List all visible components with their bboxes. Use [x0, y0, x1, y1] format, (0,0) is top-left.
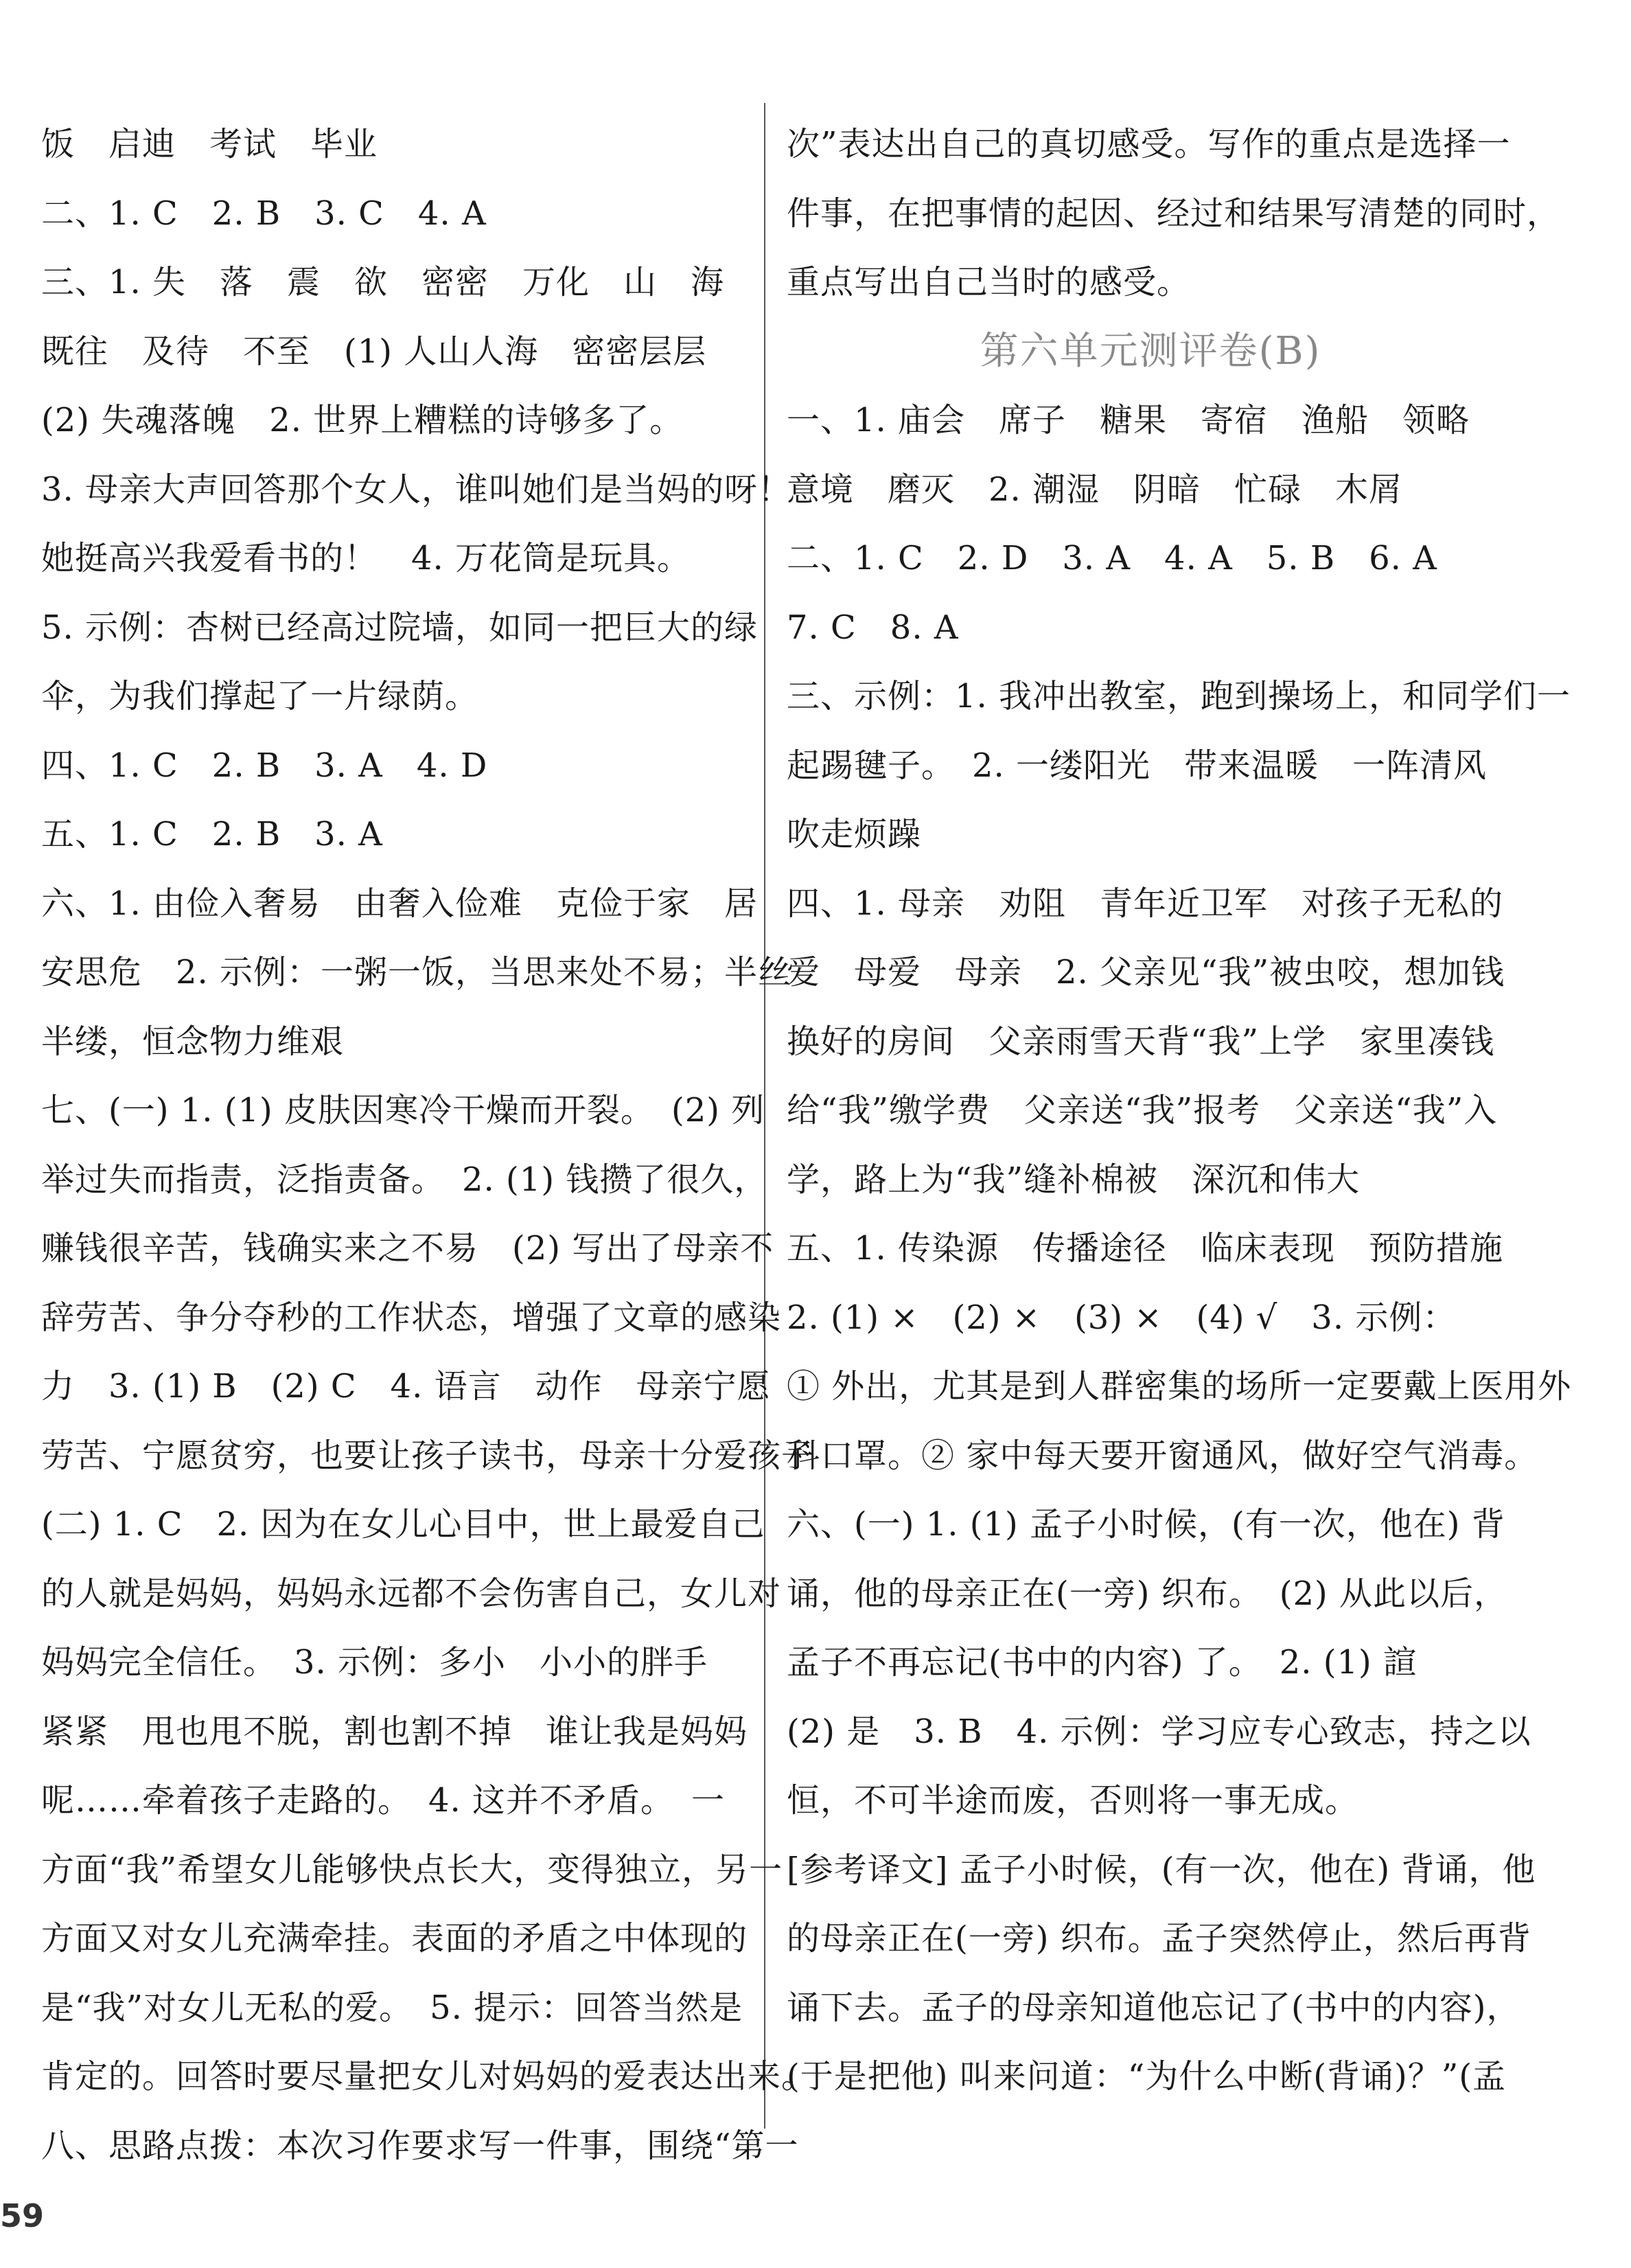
text-line: 孟子不再忘记(书中的内容) 了。 2. (1) 諠: [787, 1643, 1418, 1682]
text-line: 换好的房间 父亲雨雪天背“我”上学 家里凑钱: [787, 1022, 1495, 1061]
text-line: 举过失而指责，泛指责备。 2. (1) 钱攒了很久，: [41, 1160, 768, 1199]
text-line: 件事，在把事情的起因、经过和结果写清楚的同时，: [787, 194, 1561, 233]
text-line: 2. (1) × (2) × (3) × (4) √ 3. 示例：: [787, 1298, 1457, 1337]
text-line: 肯定的。回答时要尽量把女儿对妈妈的爱表达出来。: [41, 2057, 816, 2096]
text-line: 伞，为我们撑起了一片绿荫。: [41, 677, 479, 715]
text-line: 六、1. 由俭入奢易 由奢入俭难 克俭于家 居: [41, 884, 759, 923]
text-line: 3. 母亲大声回答那个女人，谁叫她们是当妈的呀！: [41, 470, 792, 509]
text-line: 的母亲正在(一旁) 织布。孟子突然停止，然后再背: [787, 1919, 1531, 1958]
text-line: (2) 失魂落魄 2. 世界上糟糕的诗够多了。: [41, 401, 684, 439]
text-line: 力 3. (1) B (2) C 4. 语言 动作 母亲宁愿: [41, 1367, 771, 1406]
text-line: 五、1. 传染源 传播途径 临床表现 预防措施: [787, 1229, 1504, 1268]
text-line: 饭 启迪 考试 毕业: [41, 125, 378, 163]
text-line: 恒，不可半途而废，否则将一事无成。: [787, 1781, 1359, 1820]
text-line: 起踢毽子。 2. 一缕阳光 带来温暖 一阵清风: [787, 746, 1488, 785]
text-line: 四、1. C 2. B 3. A 4. D: [41, 746, 488, 785]
text-line: 她挺高兴我爱看书的！ 4. 万花筒是玩具。: [41, 539, 691, 577]
text-line: ① 外出，尤其是到人群密集的场所一定要戴上医用外: [787, 1367, 1572, 1406]
text-line: 诵下去。孟子的母亲知道他忘记了(书中的内容)，: [787, 1988, 1520, 2027]
text-line: 一、1. 庙会 席子 糖果 寄宿 渔船 领略: [787, 401, 1470, 439]
text-line: 七、(一) 1. (1) 皮肤因寒冷干燥而开裂。 (2) 列: [41, 1091, 765, 1130]
text-line: 是“我”对女儿无私的爱。 5. 提示：回答当然是: [41, 1988, 743, 2027]
text-line: 次”表达出自己的真切感受。写作的重点是选择一: [787, 125, 1511, 163]
text-line: 科口罩。② 家中每天要开窗通风，做好空气消毒。: [787, 1436, 1538, 1475]
text-line: 意境 磨灭 2. 潮湿 阴暗 忙碌 木屑: [787, 470, 1403, 509]
text-line: 爱 母爱 母亲 2. 父亲见“我”被虫咬，想加钱: [787, 953, 1505, 992]
text-line: 诵，他的母亲正在(一旁) 织布。 (2) 从此以后，: [787, 1574, 1507, 1613]
text-line: 7. C 8. A: [787, 608, 959, 647]
text-line: 三、1. 失 落 震 欲 密密 万化 山 海: [41, 263, 725, 301]
text-line: (2) 是 3. B 4. 示例：学习应专心致志，持之以: [787, 1712, 1531, 1751]
text-line: 重点写出自己当时的感受。: [787, 263, 1191, 301]
text-line: 五、1. C 2. B 3. A: [41, 815, 383, 854]
text-line: (于是把他) 叫来问道：“为什么中断(背诵)？”(孟: [787, 2057, 1506, 2096]
text-line: 赚钱很辛苦，钱确实来之不易 (2) 写出了母亲不: [41, 1229, 774, 1268]
text-line: [参考译文] 孟子小时候，(有一次，他在) 背诵，他: [787, 1850, 1536, 1889]
left-column: [41, 110, 816, 2180]
text-line: 方面又对女儿充满牵挂。表面的矛盾之中体现的: [41, 1919, 748, 1958]
text-line: 的人就是妈妈，妈妈永远都不会伤害自己，女儿对: [41, 1574, 782, 1613]
text-line: 妈妈完全信任。 3. 示例：多小 小小的胖手: [41, 1643, 708, 1682]
page-number: 59: [0, 2197, 45, 2234]
text-line: 方面“我”希望女儿能够快点长大，变得独立，另一: [41, 1850, 783, 1889]
text-line: 5. 示例：杏树已经高过院墙，如同一把巨大的绿: [41, 608, 759, 647]
text-line: 紧紧 甩也甩不脱，割也割不掉 谁让我是妈妈: [41, 1712, 748, 1751]
text-line: 既往 及待 不至 (1) 人山人海 密密层层: [41, 332, 707, 371]
text-line: 三、示例：1. 我冲出教室，跑到操场上，和同学们一: [787, 677, 1571, 715]
right-column: [787, 110, 1572, 2111]
text-line: 二、1. C 2. D 3. A 4. A 5. B 6. A: [787, 539, 1437, 577]
section-title: 第六单元测评卷(B): [980, 328, 1321, 374]
text-line: 吹走烦躁: [787, 815, 922, 854]
text-line: (二) 1. C 2. 因为在女儿心目中，世上最爱自己: [41, 1505, 765, 1544]
text-line: 给“我”缴学费 父亲送“我”报考 父亲送“我”入: [787, 1091, 1498, 1130]
text-line: 学，路上为“我”缝补棉被 深沉和伟大: [787, 1160, 1361, 1199]
text-line: 八、思路点拨：本次习作要求写一件事，围绕“第一: [41, 2126, 799, 2165]
text-line: 二、1. C 2. B 3. C 4. A: [41, 194, 487, 233]
text-line: 半缕，恒念物力维艰: [41, 1022, 345, 1061]
text-line: 劳苦、宁愿贫穷，也要让孩子读书，母亲十分爱孩子: [41, 1436, 816, 1475]
text-line: 四、1. 母亲 劝阻 青年近卫军 对孩子无私的: [787, 884, 1504, 923]
text-line: 六、(一) 1. (1) 孟子小时候，(有一次，他在) 背: [787, 1505, 1505, 1544]
text-line: 辞劳苦、争分夺秒的工作状态，增强了文章的感染: [41, 1298, 782, 1337]
text-line: 呢……牵着孩子走路的。 4. 这并不矛盾。 一: [41, 1781, 726, 1820]
text-line: 安思危 2. 示例：一粥一饭，当思来处不易；半丝: [41, 953, 792, 992]
